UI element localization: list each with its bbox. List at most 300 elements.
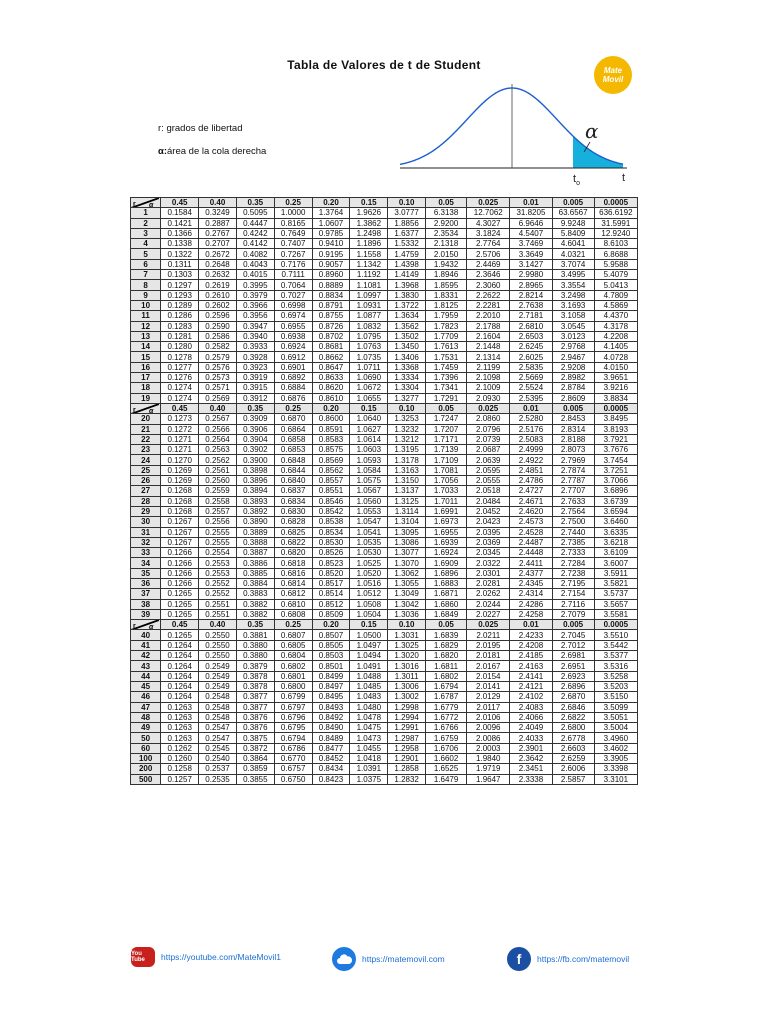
value-cell: 2.7564 (552, 506, 594, 516)
value-cell: 2.5669 (510, 373, 552, 383)
alpha-header-cell: 0.40 (199, 198, 237, 208)
value-cell: 1.0455 (350, 743, 388, 753)
value-cell: 0.1257 (161, 774, 199, 784)
table-row (131, 280, 638, 290)
value-cell: 1.3006 (388, 681, 426, 691)
value-cell: 2.8073 (552, 445, 594, 455)
value-cell: 1.3020 (388, 651, 426, 661)
value-cell: 3.3554 (552, 280, 594, 290)
table-row (131, 476, 638, 486)
value-cell: 0.6801 (274, 671, 312, 681)
value-cell: 1.0640 (350, 414, 388, 424)
value-cell: 1.6772 (426, 712, 467, 722)
youtube-url[interactable]: https://youtube.com/MateMovil1 (161, 952, 282, 962)
value-cell: 4.0728 (594, 352, 637, 362)
value-cell: 0.1263 (161, 723, 199, 733)
facebook-url[interactable]: https://fb.com/matemovil (537, 954, 630, 964)
value-cell: 0.8600 (312, 414, 350, 424)
value-cell: 0.8452 (312, 754, 350, 764)
value-cell: 0.6757 (274, 764, 312, 774)
value-cell: 0.3886 (236, 558, 274, 568)
value-cell: 3.8834 (594, 393, 637, 403)
table-row (131, 558, 638, 568)
value-cell: 1.0000 (274, 208, 312, 218)
value-cell: 0.3898 (236, 465, 274, 475)
value-cell: 0.8889 (312, 280, 350, 290)
value-cell: 0.2557 (199, 506, 237, 516)
value-cell: 1.6973 (426, 517, 467, 527)
value-cell: 2.7045 (552, 630, 594, 640)
value-cell: 0.8526 (312, 548, 350, 558)
value-cell: 1.4149 (388, 270, 426, 280)
value-cell: 2.0555 (467, 476, 510, 486)
value-cell: 0.2569 (199, 393, 237, 403)
value-cell: 0.3902 (236, 445, 274, 455)
t-distribution-curve (395, 80, 640, 188)
value-cell: 0.3894 (236, 486, 274, 496)
value-cell: 1.8595 (426, 280, 467, 290)
value-cell: 1.3070 (388, 558, 426, 568)
value-cell: 0.1263 (161, 712, 199, 722)
value-cell: 2.1318 (426, 239, 467, 249)
df-cell: 35 (131, 568, 161, 578)
value-cell: 2.7154 (552, 589, 594, 599)
value-cell: 0.1267 (161, 537, 199, 547)
value-cell: 1.6991 (426, 506, 467, 516)
value-cell: 1.6706 (426, 743, 467, 753)
df-cell: 37 (131, 589, 161, 599)
alpha-header-cell: 0.005 (552, 620, 594, 630)
value-cell: 0.6804 (274, 651, 312, 661)
value-cell: 1.3104 (388, 517, 426, 527)
value-cell: 2.5176 (510, 424, 552, 434)
value-cell: 0.2648 (199, 259, 237, 269)
table-row (131, 527, 638, 537)
alpha-header-cell: 0.20 (312, 620, 350, 630)
web-link[interactable] (332, 947, 445, 971)
value-cell: 2.4922 (510, 455, 552, 465)
table-row (131, 754, 638, 764)
value-cell: 1.6820 (426, 651, 467, 661)
table-row (131, 311, 638, 321)
value-cell: 0.1268 (161, 496, 199, 506)
value-cell: 0.6818 (274, 558, 312, 568)
df-cell: 46 (131, 692, 161, 702)
value-cell: 0.8497 (312, 681, 350, 691)
value-cell: 1.4398 (388, 259, 426, 269)
value-cell: 1.3634 (388, 311, 426, 321)
value-cell: 0.1265 (161, 609, 199, 619)
value-cell: 0.2564 (199, 434, 237, 444)
value-cell: 0.7407 (274, 239, 312, 249)
value-cell: 3.5442 (594, 640, 637, 650)
value-cell: 3.3905 (594, 754, 637, 764)
value-cell: 1.0627 (350, 424, 388, 434)
value-cell: 2.8982 (552, 373, 594, 383)
value-cell: 2.4469 (467, 259, 510, 269)
alpha-header-cell: 0.20 (312, 403, 350, 413)
value-cell: 4.3027 (467, 218, 510, 228)
table-row (131, 486, 638, 496)
value-cell: 0.3872 (236, 743, 274, 753)
value-cell: 2.7633 (552, 496, 594, 506)
value-cell: 1.7613 (426, 342, 467, 352)
value-cell: 3.5004 (594, 723, 637, 733)
value-cell: 9.9248 (552, 218, 594, 228)
value-cell: 1.6883 (426, 578, 467, 588)
value-cell: 2.4999 (510, 445, 552, 455)
value-cell: 2.6006 (552, 764, 594, 774)
value-cell: 0.8702 (312, 331, 350, 341)
df-cell: 1 (131, 208, 161, 218)
value-cell: 1.1342 (350, 259, 388, 269)
value-cell: 0.2549 (199, 671, 237, 681)
df-cell: 5 (131, 249, 161, 259)
value-cell: 0.3966 (236, 300, 274, 310)
value-cell: 0.2563 (199, 445, 237, 455)
value-cell: 0.2887 (199, 218, 237, 228)
df-cell: 27 (131, 486, 161, 496)
value-cell: 0.8530 (312, 537, 350, 547)
value-cell: 1.3178 (388, 455, 426, 465)
value-cell: 2.9208 (552, 362, 594, 372)
value-cell: 0.2555 (199, 537, 237, 547)
table-row (131, 609, 638, 619)
value-cell: 0.1273 (161, 414, 199, 424)
value-cell: 0.8542 (312, 506, 350, 516)
value-cell: 2.7079 (552, 609, 594, 619)
df-cell: 47 (131, 702, 161, 712)
df-cell: 4 (131, 239, 161, 249)
value-cell: 1.3077 (388, 548, 426, 558)
value-cell: 1.6787 (426, 692, 467, 702)
df-cell: 3 (131, 228, 161, 238)
value-cell: 0.1265 (161, 589, 199, 599)
value-cell: 1.0478 (350, 712, 388, 722)
value-cell: 2.3646 (467, 270, 510, 280)
value-cell: 3.7066 (594, 476, 637, 486)
facebook-link[interactable] (507, 947, 629, 971)
value-cell: 0.1258 (161, 764, 199, 774)
value-cell: 2.1199 (467, 362, 510, 372)
df-cell: 500 (131, 774, 161, 784)
value-cell: 0.6807 (274, 630, 312, 640)
table-row (131, 630, 638, 640)
df-cell: 15 (131, 352, 161, 362)
value-cell: 3.5657 (594, 599, 637, 609)
value-cell: 2.0106 (467, 712, 510, 722)
value-cell: 0.3909 (236, 414, 274, 424)
value-cell: 4.3178 (594, 321, 637, 331)
value-cell: 1.0567 (350, 486, 388, 496)
value-cell: 3.2498 (552, 290, 594, 300)
value-cell: 0.8520 (312, 568, 350, 578)
value-cell: 0.9785 (312, 228, 350, 238)
table-row (131, 352, 638, 362)
value-cell: 1.6794 (426, 681, 467, 691)
value-cell: 0.8551 (312, 486, 350, 496)
value-cell: 2.6259 (552, 754, 594, 764)
web-url[interactable]: https://matemovil.com (362, 954, 445, 964)
value-cell: 0.3933 (236, 342, 274, 352)
value-cell: 1.3002 (388, 692, 426, 702)
value-cell: 0.1293 (161, 290, 199, 300)
value-cell: 0.1264 (161, 661, 199, 671)
value-cell: 1.7823 (426, 321, 467, 331)
value-cell: 0.2547 (199, 723, 237, 733)
value-cell: 0.8791 (312, 300, 350, 310)
value-cell: 1.3036 (388, 609, 426, 619)
value-cell: 2.4411 (510, 558, 552, 568)
value-cell: 0.2548 (199, 702, 237, 712)
value-cell: 1.2991 (388, 723, 426, 733)
value-cell: 1.2832 (388, 774, 426, 784)
table-row (131, 589, 638, 599)
table-row (131, 661, 638, 671)
value-cell: 1.6377 (388, 228, 426, 238)
value-cell: 4.2208 (594, 331, 637, 341)
value-cell: 1.7459 (426, 362, 467, 372)
value-cell: 1.0494 (350, 651, 388, 661)
value-cell: 1.3722 (388, 300, 426, 310)
alpha-header-cell: 0.40 (199, 620, 237, 630)
value-cell: 0.6800 (274, 681, 312, 691)
value-cell: 0.2619 (199, 280, 237, 290)
value-cell: 2.2622 (467, 290, 510, 300)
value-cell: 1.0735 (350, 352, 388, 362)
value-cell: 2.0860 (467, 414, 510, 424)
value-cell: 1.3114 (388, 506, 426, 516)
alpha-header-cell: 0.35 (236, 403, 274, 413)
value-cell: 0.2561 (199, 465, 237, 475)
value-cell: 0.8503 (312, 651, 350, 661)
value-cell: 2.0096 (467, 723, 510, 733)
alpha-header-cell: 0.35 (236, 620, 274, 630)
value-cell: 3.0545 (552, 321, 594, 331)
value-cell: 0.6837 (274, 486, 312, 496)
value-cell: 5.0413 (594, 280, 637, 290)
youtube-link[interactable] (131, 947, 281, 967)
value-cell: 0.6830 (274, 506, 312, 516)
value-cell: 1.8125 (426, 300, 467, 310)
value-cell: 0.8583 (312, 434, 350, 444)
value-cell: 2.0369 (467, 537, 510, 547)
value-cell: 1.0535 (350, 537, 388, 547)
value-cell: 2.7385 (552, 537, 594, 547)
value-cell: 1.3016 (388, 661, 426, 671)
value-cell: 3.6218 (594, 537, 637, 547)
value-cell: 0.8490 (312, 723, 350, 733)
table-row (131, 465, 638, 475)
value-cell: 0.6796 (274, 712, 312, 722)
value-cell: 2.0687 (467, 445, 510, 455)
value-cell: 0.6799 (274, 692, 312, 702)
alpha-header-cell: 0.005 (552, 198, 594, 208)
value-cell: 0.2559 (199, 486, 237, 496)
value-cell: 2.1448 (467, 342, 510, 352)
value-cell: 0.2767 (199, 228, 237, 238)
value-cell: 0.8633 (312, 373, 350, 383)
value-cell: 0.3859 (236, 764, 274, 774)
value-cell: 3.5510 (594, 630, 637, 640)
value-cell: 0.2558 (199, 496, 237, 506)
corner-cell (131, 198, 161, 208)
value-cell: 1.6829 (426, 640, 467, 650)
table-row (131, 383, 638, 393)
df-cell: 7 (131, 270, 161, 280)
alpha-header-cell: 0.15 (350, 198, 388, 208)
value-cell: 1.7081 (426, 465, 467, 475)
table-row (131, 300, 638, 310)
value-cell: 1.0593 (350, 455, 388, 465)
value-cell: 1.3368 (388, 362, 426, 372)
value-cell: 0.2556 (199, 517, 237, 527)
value-cell: 0.1263 (161, 702, 199, 712)
value-cell: 0.1265 (161, 630, 199, 640)
value-cell: 1.2858 (388, 764, 426, 774)
value-cell: 2.4314 (510, 589, 552, 599)
value-cell: 2.7440 (552, 527, 594, 537)
value-cell: 6.3138 (426, 208, 467, 218)
value-cell: 0.2579 (199, 352, 237, 362)
value-cell: 1.4759 (388, 249, 426, 259)
value-cell: 0.6808 (274, 609, 312, 619)
value-cell: 1.6811 (426, 661, 467, 671)
value-cell: 1.6955 (426, 527, 467, 537)
value-cell: 2.4102 (510, 692, 552, 702)
value-cell: 6.9646 (510, 218, 552, 228)
value-cell: 1.2958 (388, 743, 426, 753)
value-cell: 0.2549 (199, 681, 237, 691)
value-cell: 0.7176 (274, 259, 312, 269)
df-cell: 44 (131, 671, 161, 681)
value-cell: 2.0129 (467, 692, 510, 702)
value-cell: 0.3890 (236, 517, 274, 527)
value-cell: 3.5099 (594, 702, 637, 712)
value-cell: 0.6870 (274, 414, 312, 424)
value-cell: 0.3881 (236, 630, 274, 640)
value-cell: 2.0003 (467, 743, 510, 753)
alpha-header-cell: 0.01 (510, 403, 552, 413)
value-cell: 0.8512 (312, 599, 350, 609)
value-cell: 2.4049 (510, 723, 552, 733)
value-cell: 1.6871 (426, 589, 467, 599)
value-cell: 0.2547 (199, 733, 237, 743)
value-cell: 0.1263 (161, 733, 199, 743)
value-cell: 3.5258 (594, 671, 637, 681)
value-cell: 0.3915 (236, 383, 274, 393)
df-cell: 25 (131, 465, 161, 475)
table-row (131, 259, 638, 269)
value-cell: 0.6814 (274, 578, 312, 588)
df-cell: 48 (131, 712, 161, 722)
value-cell: 0.8569 (312, 455, 350, 465)
value-cell: 0.2576 (199, 362, 237, 372)
value-cell: 1.0480 (350, 702, 388, 712)
value-cell: 0.8517 (312, 578, 350, 588)
value-cell: 3.8193 (594, 424, 637, 434)
value-cell: 0.2590 (199, 321, 237, 331)
value-cell: 0.1271 (161, 434, 199, 444)
value-cell: 1.3049 (388, 589, 426, 599)
value-cell: 3.4960 (594, 733, 637, 743)
value-cell: 2.7195 (552, 578, 594, 588)
value-cell: 0.2550 (199, 630, 237, 640)
value-cell: 1.0375 (350, 774, 388, 784)
table-row (131, 537, 638, 547)
value-cell: 3.3398 (594, 764, 637, 774)
value-cell: 1.0547 (350, 517, 388, 527)
value-cell: 1.6849 (426, 609, 467, 619)
table-row (131, 434, 638, 444)
corner-alpha-label: α (149, 202, 154, 208)
corner-r-label: r (133, 201, 136, 208)
matemovil-logo: Mate Movil (594, 56, 632, 94)
value-cell: 0.6840 (274, 476, 312, 486)
value-cell: 2.9467 (552, 352, 594, 362)
value-cell: 0.8534 (312, 527, 350, 537)
table-row (131, 228, 638, 238)
legend-degrees-of-freedom: r: grados de libertad (158, 123, 243, 134)
value-cell: 2.0141 (467, 681, 510, 691)
value-cell: 1.2987 (388, 733, 426, 743)
value-cell: 0.8523 (312, 558, 350, 568)
value-cell: 1.0541 (350, 527, 388, 537)
value-cell: 0.8610 (312, 393, 350, 403)
value-cell: 2.6923 (552, 671, 594, 681)
value-cell: 2.5280 (510, 414, 552, 424)
value-cell: 3.3101 (594, 774, 637, 784)
table-row (131, 455, 638, 465)
value-cell: 0.2582 (199, 342, 237, 352)
value-cell: 0.2540 (199, 754, 237, 764)
value-cell: 1.7033 (426, 486, 467, 496)
corner-cell (131, 620, 161, 630)
value-cell: 1.0584 (350, 465, 388, 475)
value-cell: 0.1271 (161, 445, 199, 455)
value-cell: 1.0504 (350, 609, 388, 619)
value-cell: 2.1009 (467, 383, 510, 393)
value-cell: 2.3534 (426, 228, 467, 238)
value-cell: 1.1192 (350, 270, 388, 280)
value-cell: 1.9647 (467, 774, 510, 784)
value-cell: 1.7396 (426, 373, 467, 383)
df-cell: 39 (131, 609, 161, 619)
value-cell: 0.1421 (161, 218, 199, 228)
value-cell: 0.8507 (312, 630, 350, 640)
table-row (131, 290, 638, 300)
value-cell: 1.3334 (388, 373, 426, 383)
value-cell: 2.0301 (467, 568, 510, 578)
value-cell: 2.7787 (552, 476, 594, 486)
value-cell: 0.3878 (236, 671, 274, 681)
table-row (131, 599, 638, 609)
df-cell: 29 (131, 506, 161, 516)
value-cell: 2.0484 (467, 496, 510, 506)
value-cell: 1.3304 (388, 383, 426, 393)
value-cell: 2.0281 (467, 578, 510, 588)
t0-label: $t_o$ (573, 173, 580, 187)
table-row (131, 692, 638, 702)
value-cell: 1.6939 (426, 537, 467, 547)
value-cell: 0.9057 (312, 259, 350, 269)
value-cell: 1.6896 (426, 568, 467, 578)
alpha-header-cell: 0.40 (199, 403, 237, 413)
value-cell: 0.3900 (236, 455, 274, 465)
value-cell: 2.6870 (552, 692, 594, 702)
value-cell: 2.4528 (510, 527, 552, 537)
value-cell: 12.9240 (594, 228, 637, 238)
